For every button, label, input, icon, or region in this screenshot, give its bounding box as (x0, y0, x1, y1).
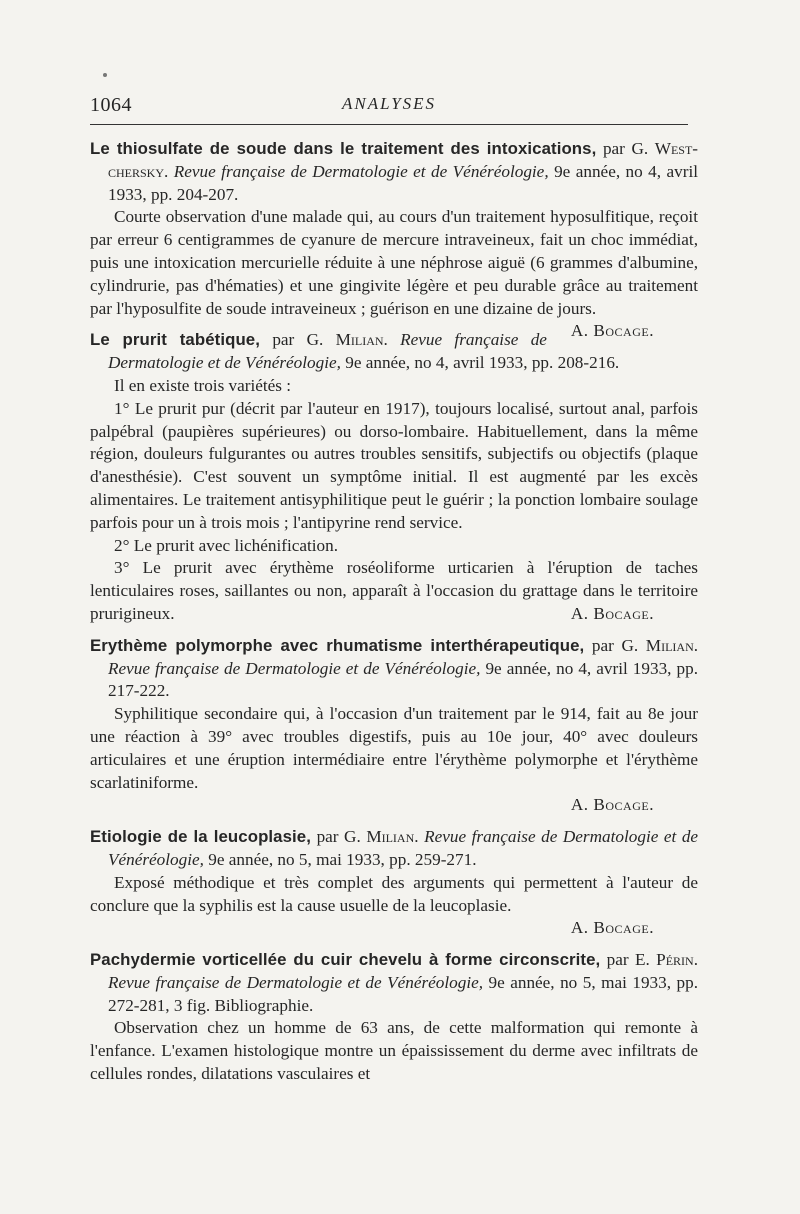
author-prefix: par G. (316, 827, 361, 847)
abstracts-column (90, 138, 698, 1095)
citation (90, 138, 698, 206)
author-name: Périn. (656, 950, 699, 970)
abstract-entry (90, 826, 698, 940)
abstract-entry (90, 329, 698, 625)
abstract-body: Exposé méthodique et très complet des arguments qui permettent à l'auteur de conclure que la syphilis est la cause usuelle de la leucoplasie. (90, 872, 698, 915)
abstract-paragraph: 1° Le prurit pur (décrit par l'auteur en 1917), toujours localisé, surtout anal, parfois palpébral (paupières supérieures) ou dorso-lombaire. Habituellement, dans la même région, douleurs fulgurantes ou autres troubles sensitifs, subjectifs ou objectifs (plaque d'anesthésie). C'est souvent un symptôme initial. Il est augmenté par les excès alimentaires. Le traitement antisyphilitique peut le guérir ; la ponction lombaire soulage parfois pour un à trois mois ; l'antipyrine rend service. (90, 398, 698, 532)
journal-name: Revue française de Dermatologie et de Vénéréologie, (108, 330, 547, 373)
issue-details: 9e année, no 4, avril 1933, pp. 208-216. (345, 353, 620, 373)
abstract-body: Courte observation d'une malade qui, au cours d'un traitement hyposulfitique, reçoit par erreur 6 centigrammes de cyanure de mercure intraveineux, fait un choc immédiat, puis une intoxication mercurielle réduite à une néphrose aiguë (6 grammes d'albumine, cylindrurie, pas d'hématies) et une gingivite légère et peu durable grâce au traitement par l'hyposulfite de soude intraveineux ; guérison en une dizaine de jours. A. Bocage. (90, 206, 698, 320)
citation (90, 826, 698, 872)
author-name: West-chersky. (108, 139, 699, 181)
abstract-paragraph: 3° Le prurit avec érythème roséoliforme urticarien à l'éruption de taches lenticulaires roses, saillantes ou non, apparaît à l'occasion du grattage dans le territoire prurigineux. A. Bocage. (90, 557, 698, 625)
issue-details: 9e année, no 5, mai 1933, pp. 272-281, 3 fig. Bibliographie. (108, 972, 698, 1015)
journal-name: Revue française de Dermatologie et de Vénéréologie, (108, 658, 481, 678)
article-title: Pachydermie vorticellée du cuir chevelu à forme circonscrite, (90, 950, 601, 970)
author-prefix: par G. (272, 330, 324, 350)
abstract-paragraph: 2° Le prurit avec lichénification. (114, 535, 339, 555)
journal-name: Revue française de Dermatologie et de Vénéréologie, (108, 972, 484, 992)
article-title: Etiologie de la leucoplasie, (90, 827, 312, 847)
author-name: Milian. (366, 827, 419, 847)
issue-details: 9e année, no 4, avril 1933, pp. 217-222. (108, 658, 698, 701)
page-number: 1064 (90, 94, 132, 116)
article-title: Le thiosulfate de soude dans le traitement des intoxications, (90, 139, 597, 158)
header-rule (90, 124, 688, 125)
issue-details: 9e année, no 5, mai 1933, pp. 259-271. (208, 849, 477, 869)
running-title: ANALYSES (341, 94, 437, 113)
issue-details: 9e année, no 4, avril 1933, pp. 204-207. (108, 161, 699, 204)
author-prefix: par E. (606, 950, 650, 970)
page-header (90, 94, 688, 124)
article-title: Le prurit tabétique, (90, 330, 260, 350)
abstract-body: Observation chez un homme de 63 ans, de cette malformation qui remonte à l'enfance. L'examen histologique montre un épaississement du derme avec infiltrats de cellules rondes, dilatations vasculaires et (90, 1018, 698, 1084)
citation (90, 635, 698, 703)
signature: A. Bocage. (570, 321, 654, 341)
author-name: Milian. (645, 635, 699, 655)
journal-name: Revue française de Dermatologie et de Vénéréologie, (108, 827, 699, 869)
signature: A. Bocage. (570, 918, 654, 938)
author-prefix: par G. (602, 139, 649, 158)
author-prefix: par G. (591, 635, 639, 655)
abstract-entry (90, 635, 698, 817)
abstract-entry (90, 949, 698, 1086)
signature: A. Bocage. (570, 603, 654, 623)
signature: A. Bocage. (570, 795, 654, 815)
journal-name: Revue française de Dermatologie et de Vénéréologie, (173, 161, 549, 181)
citation (90, 949, 698, 1017)
abstract-paragraph: Il en existe trois variétés : (114, 375, 292, 395)
print-speck (103, 73, 107, 77)
author-name: Milian. (335, 330, 388, 350)
article-title: Erythème polymorphe avec rhumatisme interthérapeutique, (90, 635, 585, 655)
abstract-body: Syphilitique secondaire qui, à l'occasion d'un traitement par le 914, fait au 8e jour une réaction à 39° avec troubles digestifs, puis au 10e jour, 40° avec douleurs articulaires et une éruption intermédiaire entre l'érythème polymorphe et l'érythème scarlatiniforme. (90, 704, 698, 792)
